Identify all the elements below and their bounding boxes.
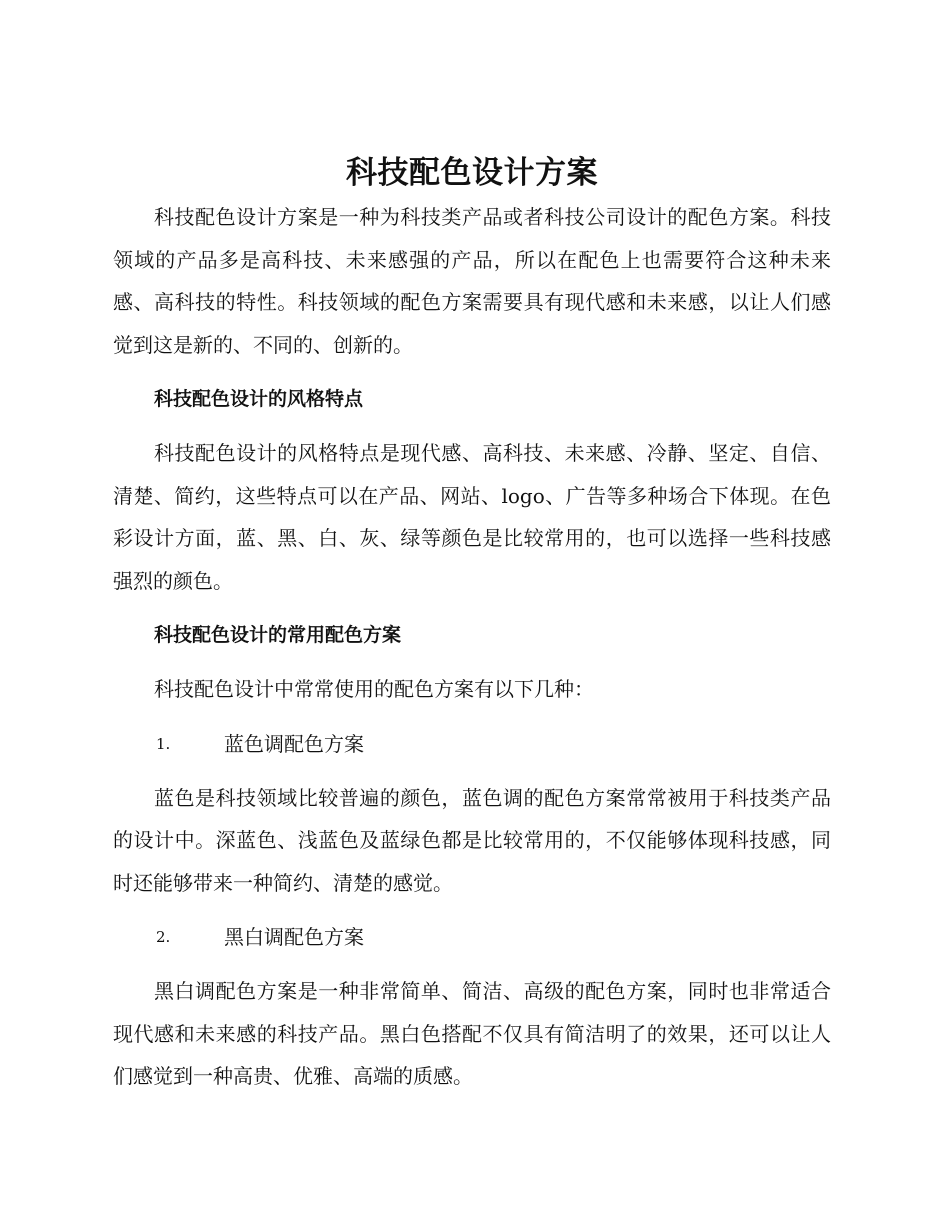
section-heading-style: 科技配色设计的风格特点 [154, 388, 364, 410]
list-number: 1. [156, 734, 171, 753]
style-paragraph: 科技配色设计的风格特点是现代感、高科技、未来感、冷静、坚定、自信、清楚、简约，这些特点可以在产品、网站、logo、广告等多种场合下体现。在色彩设计方面，蓝、黑、白、灰、绿等颜色是比较常用的，也可以选择一些科技感强烈的颜色。 [113, 441, 831, 593]
list-number: 2. [156, 928, 171, 946]
list-item-title: 黑白调配色方案 [224, 925, 364, 949]
intro-paragraph: 科技配色设计方案是一种为科技类产品或者科技公司设计的配色方案。科技领域的产品多是高科技、未来感强的产品，所以在配色上也需要符合这种未来感、高科技的特性。科技领域的配色方案需要具有现代感和未来感，以让人们感觉到这是新的、不同的、创新的。 [113, 205, 831, 357]
list-item-blue [113, 723, 831, 765]
document-page [113, 150, 831, 1098]
document-title: 科技配色设计方案 [346, 155, 598, 191]
list-item-title: 蓝色调配色方案 [224, 731, 364, 756]
list-item-black-white [113, 916, 831, 958]
blue-scheme-paragraph: 蓝色是科技领域比较普遍的颜色，蓝色调的配色方案常常被用于科技类产品的设计中。深蓝色、浅蓝色及蓝绿色都是比较常用的，不仅能够体现科技感，同时还能够带来一种简约、清楚的感觉。 [113, 785, 831, 895]
section-heading-schemes: 科技配色设计的常用配色方案 [154, 624, 402, 646]
schemes-lead-paragraph: 科技配色设计中常常使用的配色方案有以下几种： [154, 677, 594, 701]
black-white-scheme-paragraph: 黑白调配色方案是一种非常简单、简洁、高级的配色方案，同时也非常适合现代感和未来感的科技产品。黑白色搭配不仅具有简洁明了的效果，还可以让人们感觉到一种高贵、优雅、高端的质感。 [113, 979, 831, 1088]
